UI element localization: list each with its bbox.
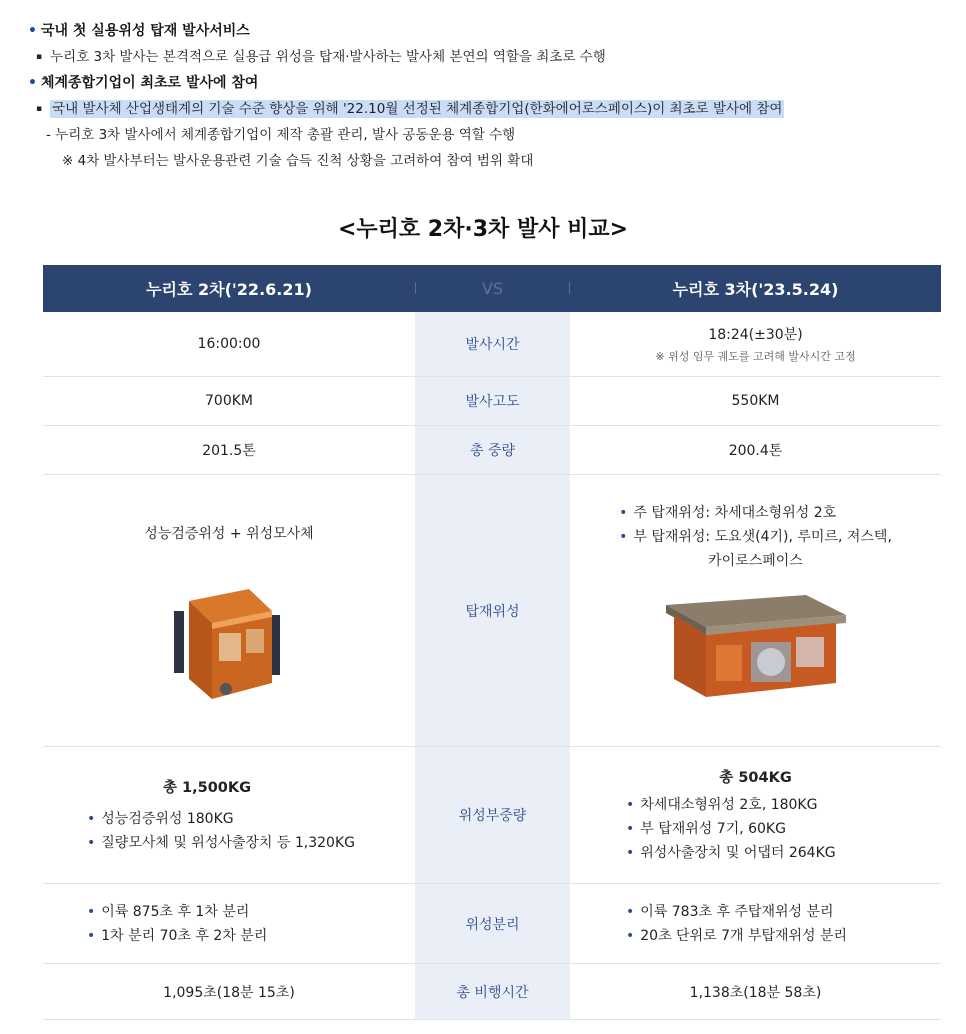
list-item: • 부 탑재위성 7기, 60KG xyxy=(626,820,786,837)
separation-left-list xyxy=(87,900,267,948)
cell-left: 1,095초(18분 15초) xyxy=(163,984,295,1001)
bullet-icon: • xyxy=(87,810,96,827)
bullet-icon: ▪ xyxy=(36,104,43,114)
cell-right xyxy=(570,312,941,376)
bullet-icon: • xyxy=(619,505,628,521)
list-item: • 이륙 783초 후 주탑재위성 분리 xyxy=(626,903,834,920)
bullet-icon: • xyxy=(87,834,96,851)
cell-right: 550KM xyxy=(731,393,780,409)
payload-weight-left-total: 총 1,500KG xyxy=(162,779,252,796)
cell-left: 201.5톤 xyxy=(202,443,256,459)
satellite-3-image xyxy=(656,587,856,717)
payload-weight-right-total: 총 504KG xyxy=(719,769,792,786)
bullet-icon: • xyxy=(626,927,635,944)
bullet-icon: ▪ xyxy=(36,52,43,62)
header-right: 누리호 3차('23.5.24) xyxy=(672,280,839,299)
cell-left xyxy=(43,884,415,963)
list-item: • 주 탑재위성: 차세대소형위성 2호 xyxy=(619,505,837,521)
table-row-payload xyxy=(43,475,941,747)
cell-left xyxy=(43,747,415,883)
table-row-payload-weight xyxy=(43,747,941,884)
cell-right: 1,138초(18분 58초) xyxy=(689,984,822,1001)
cell-label: 위성부중량 xyxy=(415,747,570,883)
cell-label: 발사시간 xyxy=(415,312,570,376)
list-item: • 부 탑재위성: 도요샛(4기), 루미르, 져스텍, xyxy=(619,529,892,545)
payload-weight-left-list xyxy=(87,807,355,855)
table-title: <누리호 2차·3차 발사 비교> xyxy=(337,217,629,242)
cell-right xyxy=(570,747,941,883)
table-row-launch-time xyxy=(43,312,941,377)
cell-label: 총 비행시간 xyxy=(415,964,570,1019)
table-row-flight-time xyxy=(43,964,941,1020)
list-item: • 차세대소형위성 2호, 180KG xyxy=(626,796,818,813)
table-row-separation xyxy=(43,884,941,964)
text-first-service: ▪ 누리호 3차 발사는 본격적으로 실용급 위성을 탑재·발사하는 발사체 본연의 역할을 최초로 수행 xyxy=(36,49,606,65)
cell-label: 위성분리 xyxy=(415,884,570,963)
bullet-icon: • xyxy=(626,903,635,920)
text-note: ※ 4차 발사부터는 발사운용관련 기술 습득 진척 상황을 고려하여 참여 범위 확대 xyxy=(62,153,534,169)
cell-right: 200.4톤 xyxy=(728,443,783,459)
comparison-table xyxy=(43,265,941,1020)
bullet-icon: • xyxy=(626,796,635,813)
payload-right-list xyxy=(619,501,892,573)
table-row-altitude xyxy=(43,377,941,426)
list-item: • 1차 분리 70초 후 2차 분리 xyxy=(87,927,268,944)
list-item: • 이륙 875초 후 1차 분리 xyxy=(87,903,250,920)
bullet-icon: • xyxy=(619,529,628,545)
satellite-2-image xyxy=(164,571,294,711)
list-item: • 질량모사체 및 위성사출장치 등 1,320KG xyxy=(87,834,355,851)
bullet-icon: • xyxy=(626,844,635,861)
cell-label: 총 중량 xyxy=(415,426,570,474)
bullet-icon: • xyxy=(87,927,96,944)
separation-right-list xyxy=(626,900,847,948)
payload-left-text: 성능검증위성 + 위성모사체 xyxy=(144,526,314,542)
launch-time-value: 18:24(±30분) xyxy=(708,327,803,343)
heading-first-service: • 국내 첫 실용위성 탑재 발사서비스 xyxy=(28,23,250,39)
header-left: 누리호 2차('22.6.21) xyxy=(146,280,312,299)
list-item: • 위성사출장치 및 어댑터 264KG xyxy=(626,844,836,861)
heading-company-participation: • 체계종합기업이 최초로 발사에 참여 xyxy=(28,75,259,91)
header-vs: VS xyxy=(415,265,570,312)
text-company-participation xyxy=(28,96,948,122)
cell-right xyxy=(570,884,941,963)
cell-label: 발사고도 xyxy=(415,377,570,425)
bullet-icon: • xyxy=(28,23,37,39)
cell-left: 700KM xyxy=(205,393,253,409)
intro-section xyxy=(28,18,948,174)
cell-left: 16:00:00 xyxy=(197,336,261,352)
highlighted-text: 국내 발사체 산업생태계의 기술 수준 향상을 위해 '22.10월 선정된 체계종합기업(한화에어로스페이스)이 최초로 발사에 참여 xyxy=(52,101,783,117)
text-role: - 누리호 3차 발사에서 체계종합기업이 제작 총괄 관리, 발사 공동운용 역할 수행 xyxy=(46,127,516,143)
bullet-icon: • xyxy=(626,820,635,837)
cell-left xyxy=(43,475,415,746)
payload-weight-right-list xyxy=(626,793,836,865)
list-item: 카이로스페이스 xyxy=(708,553,803,569)
bullet-icon: • xyxy=(87,903,96,920)
cell-right xyxy=(570,475,941,746)
cell-label: 탑재위성 xyxy=(415,475,570,746)
table-row-weight xyxy=(43,426,941,475)
bullet-icon: • xyxy=(28,75,37,91)
list-item: • 20초 단위로 7개 부탑재위성 분리 xyxy=(626,927,848,944)
table-header xyxy=(43,265,941,312)
list-item: • 성능검증위성 180KG xyxy=(87,810,234,827)
launch-time-note: ※ 위성 임무 궤도를 고려해 발사시간 고정 xyxy=(655,350,856,363)
